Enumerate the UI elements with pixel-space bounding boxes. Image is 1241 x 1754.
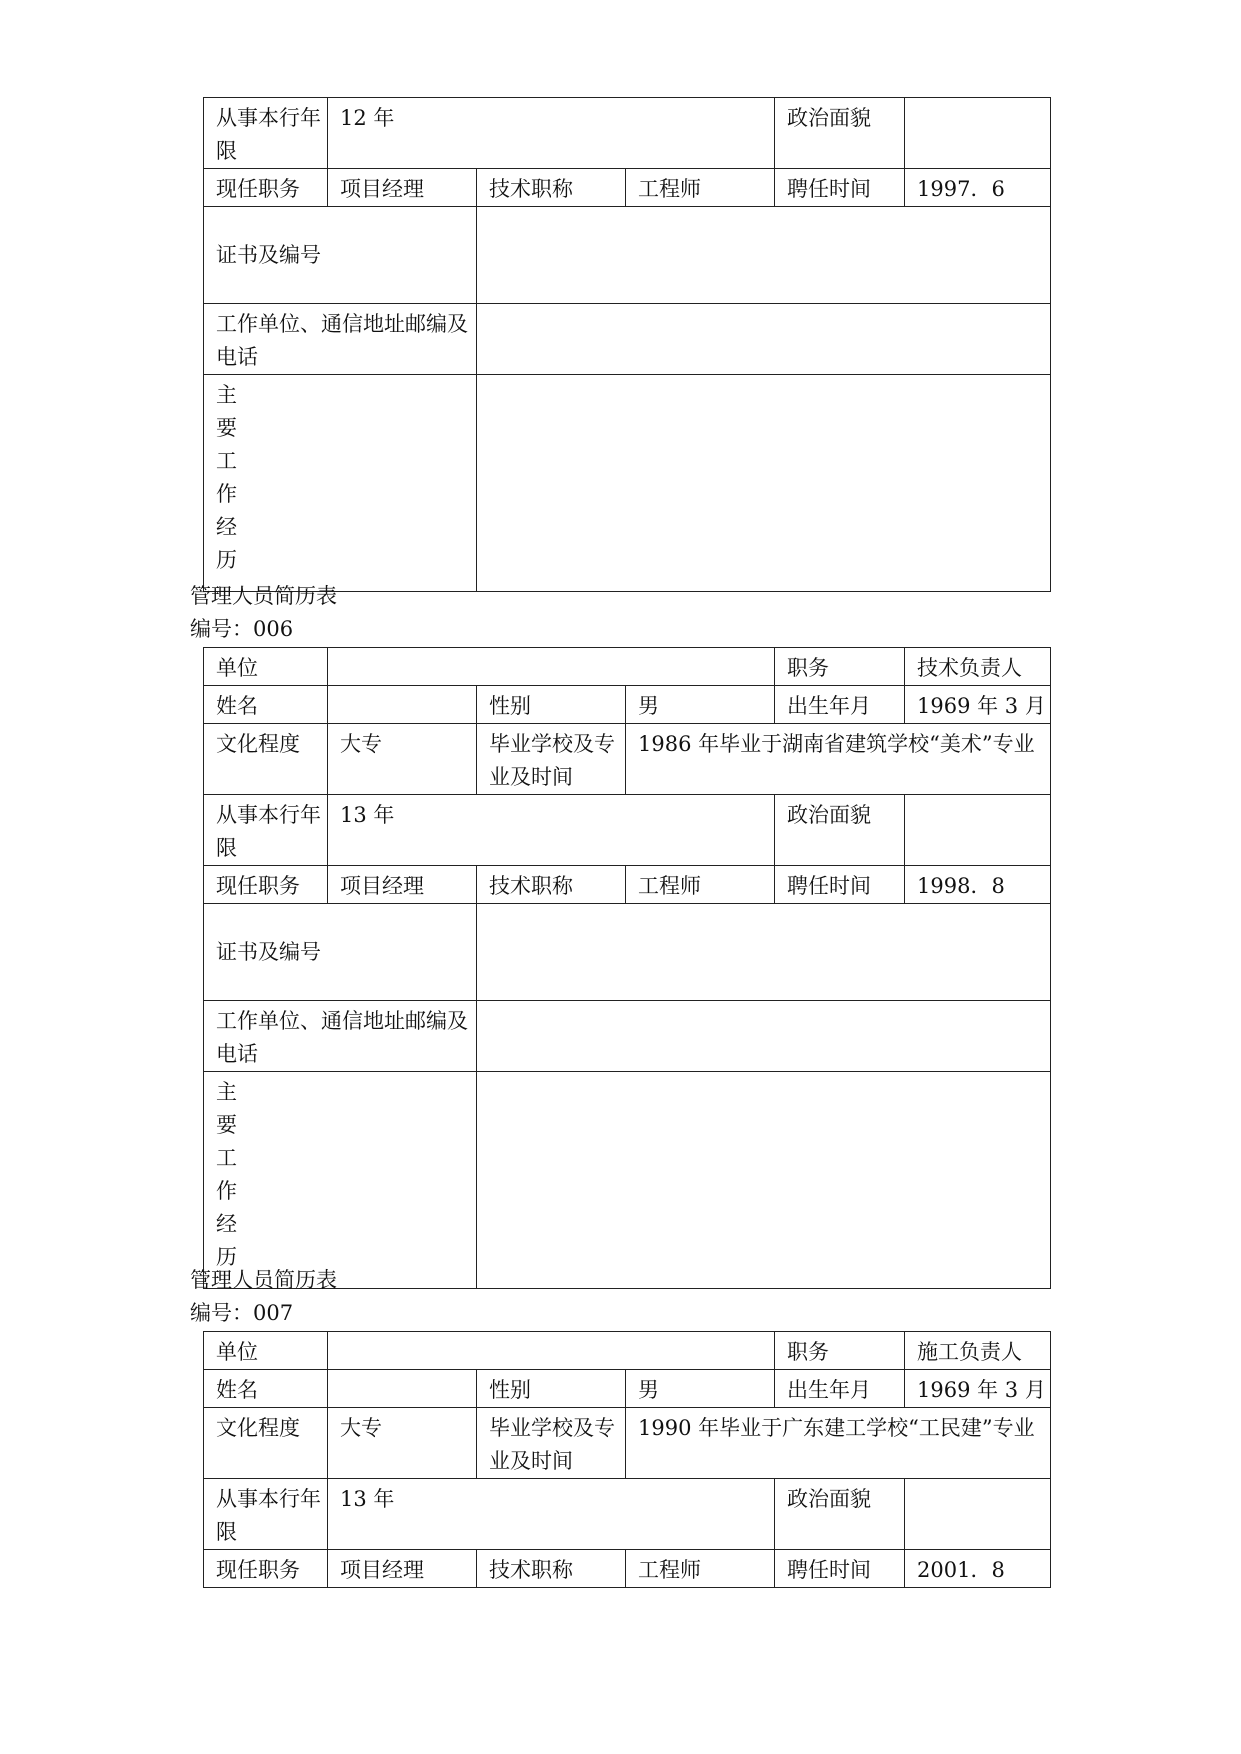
political-value xyxy=(905,795,1051,866)
position-value: 技术负责人 xyxy=(905,648,1051,686)
current-title-label: 现任职务 xyxy=(204,1550,328,1588)
school-label: 毕业学校及专业及时间 xyxy=(477,1408,626,1479)
tech-title-label: 技术职称 xyxy=(477,169,626,207)
gender-value: 男 xyxy=(626,1370,775,1408)
position-value: 施工负责人 xyxy=(905,1332,1051,1370)
birth-label: 出生年月 xyxy=(775,1370,905,1408)
school-value: 1986 年毕业于湖南省建筑学校“美术”专业 xyxy=(626,724,1051,795)
table-title-3: 管理人员简历表 xyxy=(190,1268,337,1292)
tech-title-label: 技术职称 xyxy=(477,1550,626,1588)
work-address-label: 工作单位、通信地址邮编及电话 xyxy=(204,1001,477,1072)
certificate-label: 证书及编号 xyxy=(204,207,477,304)
education-label: 文化程度 xyxy=(204,1408,328,1479)
experience-label-cell xyxy=(204,1072,477,1289)
political-label: 政治面貌 xyxy=(775,795,905,866)
political-value xyxy=(905,98,1051,169)
education-label: 文化程度 xyxy=(204,724,328,795)
experience-label-cell xyxy=(204,375,477,592)
birth-value: 1969 年 3 月 xyxy=(905,686,1051,724)
tech-title-value: 工程师 xyxy=(626,169,775,207)
current-title-label: 现任职务 xyxy=(204,169,328,207)
position-label: 职务 xyxy=(775,1332,905,1370)
hire-time-label: 聘任时间 xyxy=(775,169,905,207)
certificate-value xyxy=(477,207,1051,304)
political-label: 政治面貌 xyxy=(775,1479,905,1550)
experience-label: 主要工作经历 xyxy=(216,1080,237,1269)
current-title-value: 项目经理 xyxy=(328,866,477,904)
unit-label: 单位 xyxy=(204,1332,328,1370)
work-address-value xyxy=(477,304,1051,375)
name-label: 姓名 xyxy=(204,686,328,724)
hire-time-label: 聘任时间 xyxy=(775,866,905,904)
position-label: 职务 xyxy=(775,648,905,686)
years-label: 从事本行年限 xyxy=(204,1479,328,1550)
current-title-value: 项目经理 xyxy=(328,1550,477,1588)
resume-table-3 xyxy=(203,1331,1051,1588)
name-value xyxy=(328,1370,477,1408)
school-label: 毕业学校及专业及时间 xyxy=(477,724,626,795)
years-label: 从事本行年限 xyxy=(204,795,328,866)
name-value xyxy=(328,686,477,724)
school-value: 1990 年毕业于广东建工学校“工民建”专业 xyxy=(626,1408,1051,1479)
years-value: 12 年 xyxy=(328,98,775,169)
certificate-value xyxy=(477,904,1051,1001)
years-value: 13 年 xyxy=(328,795,775,866)
hire-time-value: 2001．8 xyxy=(905,1550,1051,1588)
years-label: 从事本行年限 xyxy=(204,98,328,169)
unit-value xyxy=(328,648,775,686)
hire-time-value: 1997．6 xyxy=(905,169,1051,207)
experience-label: 主要工作经历 xyxy=(216,383,237,572)
table-title-2: 管理人员简历表 xyxy=(190,584,337,608)
resume-table-1 xyxy=(203,97,1051,592)
work-address-label: 工作单位、通信地址邮编及电话 xyxy=(204,304,477,375)
political-value xyxy=(905,1479,1051,1550)
education-value: 大专 xyxy=(328,1408,477,1479)
unit-value xyxy=(328,1332,775,1370)
tech-title-value: 工程师 xyxy=(626,866,775,904)
current-title-label: 现任职务 xyxy=(204,866,328,904)
gender-value: 男 xyxy=(626,686,775,724)
tech-title-value: 工程师 xyxy=(626,1550,775,1588)
table-number-2: 编号：006 xyxy=(190,617,294,641)
unit-label: 单位 xyxy=(204,648,328,686)
political-label: 政治面貌 xyxy=(775,98,905,169)
gender-label: 性别 xyxy=(477,1370,626,1408)
education-value: 大专 xyxy=(328,724,477,795)
tech-title-label: 技术职称 xyxy=(477,866,626,904)
birth-value: 1969 年 3 月 xyxy=(905,1370,1051,1408)
name-label: 姓名 xyxy=(204,1370,328,1408)
gender-label: 性别 xyxy=(477,686,626,724)
experience-value xyxy=(477,375,1051,592)
hire-time-label: 聘任时间 xyxy=(775,1550,905,1588)
birth-label: 出生年月 xyxy=(775,686,905,724)
hire-time-value: 1998．8 xyxy=(905,866,1051,904)
certificate-label: 证书及编号 xyxy=(204,904,477,1001)
resume-table-2 xyxy=(203,647,1051,1289)
work-address-value xyxy=(477,1001,1051,1072)
table-number-3: 编号：007 xyxy=(190,1301,294,1325)
years-value: 13 年 xyxy=(328,1479,775,1550)
experience-value xyxy=(477,1072,1051,1289)
current-title-value: 项目经理 xyxy=(328,169,477,207)
